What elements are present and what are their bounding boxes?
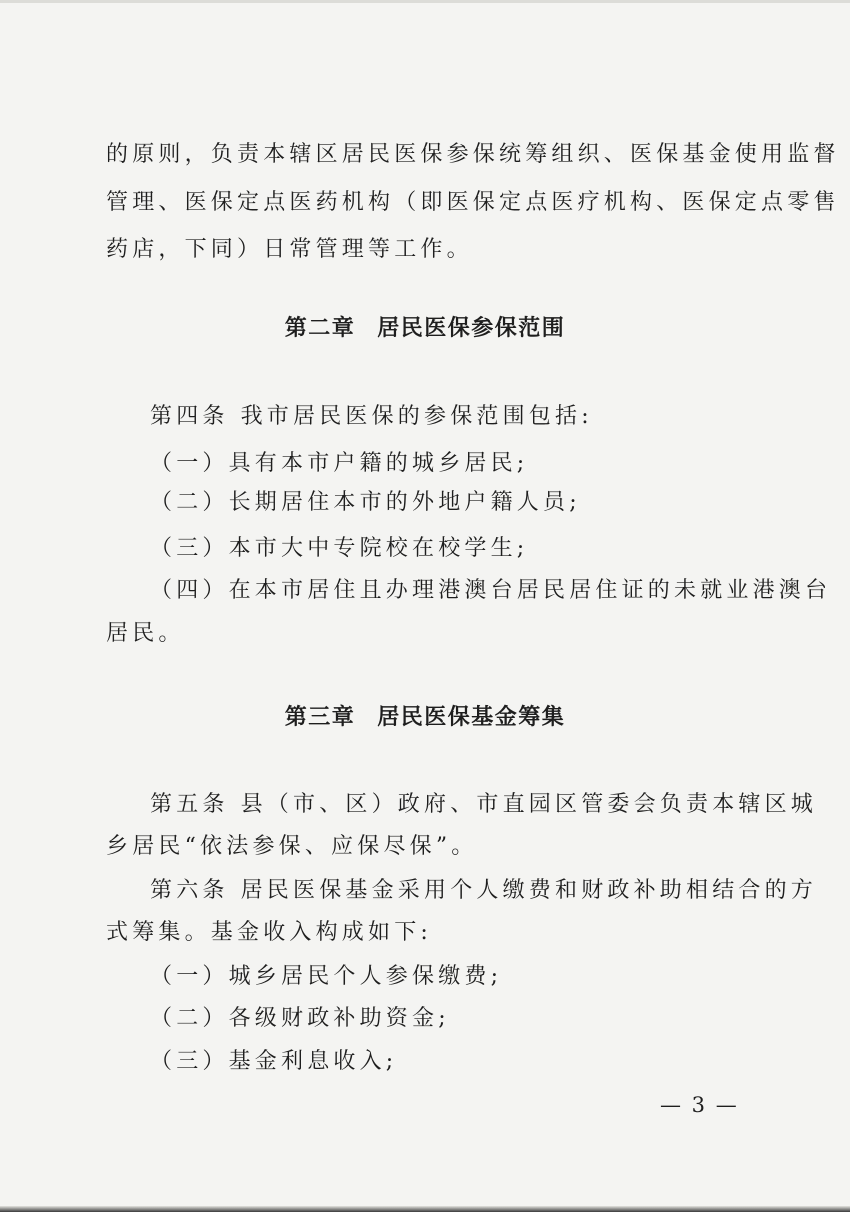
article-6-line-1 [150, 876, 817, 906]
article-6-item-2: （二）各级财政补助资金; [150, 1006, 450, 1031]
article-5-text-1: 县（市、区）政府、市直园区管委会负责本辖区城 [240, 792, 818, 817]
article-6-item-1: （一）城乡居民个人参保缴费; [150, 964, 503, 989]
article-4-label: 第四条 [150, 404, 229, 429]
article-6-label: 第六条 [150, 878, 229, 903]
chapter-2-title: 居民医保参保范围 [377, 316, 566, 341]
intro-line-3: 药店，下同）日常管理等工作。 [106, 237, 473, 262]
chapter-2-heading [0, 314, 850, 344]
article-4-text: 我市居民医保的参保范围包括: [240, 404, 593, 429]
article-6-item-3: （三）基金利息收入; [150, 1049, 398, 1074]
chapter-2-number: 第二章 [284, 316, 356, 341]
page-number: — 3 — [660, 1093, 739, 1117]
article-4-item-3: （三）本市大中专院校在校学生; [150, 536, 529, 561]
chapter-3-number: 第三章 [284, 705, 356, 730]
article-4-item-2: （二）长期居住本市的外地户籍人员; [150, 490, 581, 515]
article-5-line-2: 乡居民“依法参保、应保尽保”。 [106, 834, 478, 859]
chapter-3-heading [0, 703, 850, 733]
article-6-text-1: 居民医保基金采用个人缴费和财政补助相结合的方 [240, 878, 818, 903]
article-5-label: 第五条 [150, 792, 229, 817]
intro-line-1: 的原则，负责本辖区居民医保参保统筹组织、医保基金使用监督 [106, 142, 840, 167]
article-4-item-1: （一）具有本市户籍的城乡居民; [150, 451, 529, 476]
article-4-item-4: （四）在本市居住且办理港澳台居民居住证的未就业港澳台 [150, 578, 832, 603]
scan-edge-top [0, 0, 850, 3]
article-4-line [150, 402, 593, 432]
article-6-line-2: 式筹集。基金收入构成如下: [106, 920, 433, 945]
intro-line-2: 管理、医保定点医药机构（即医保定点医疗机构、医保定点零售 [106, 190, 840, 215]
chapter-3-title: 居民医保基金筹集 [377, 705, 566, 730]
scan-edge-bottom [0, 1206, 850, 1212]
article-4-continuation: 居民。 [106, 621, 185, 646]
article-5-line-1 [150, 790, 817, 820]
